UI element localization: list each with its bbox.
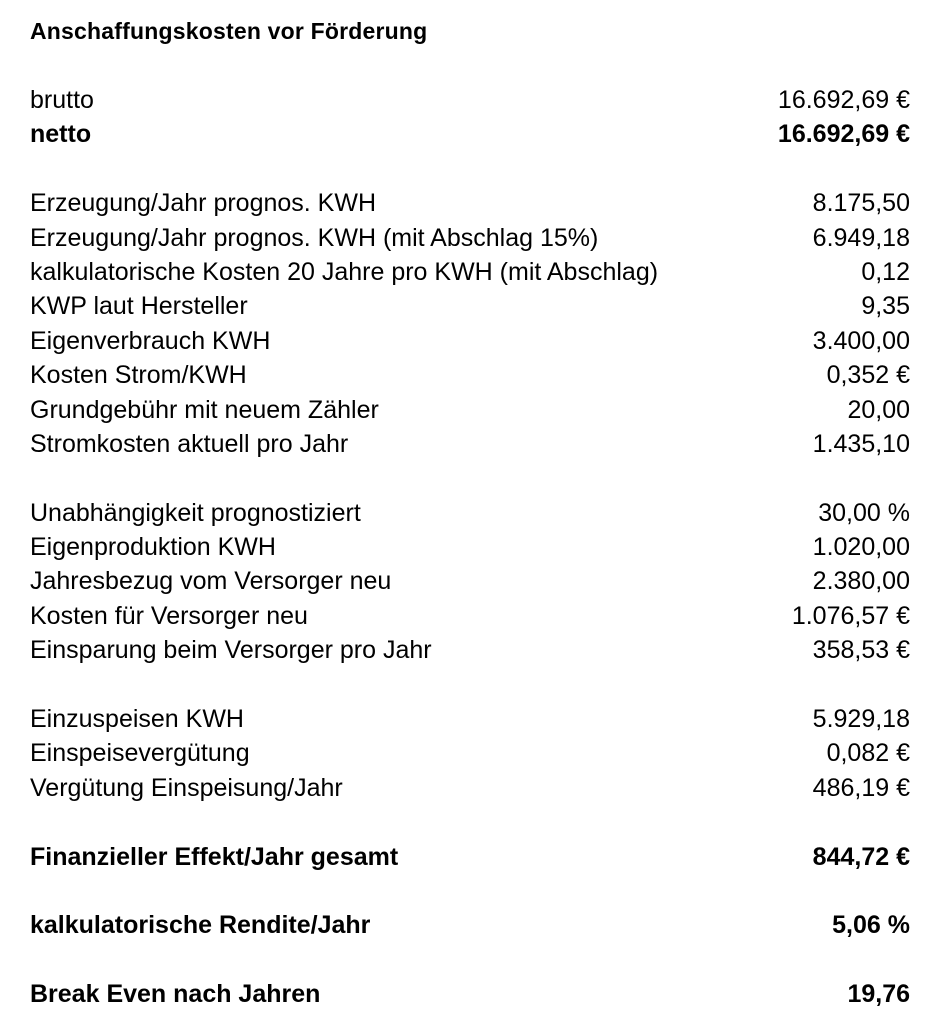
row-label: Einspeisevergütung — [30, 739, 250, 768]
row-value: 1.076,57 € — [791, 601, 910, 630]
row-label: Einzuspeisen KWH — [30, 705, 244, 734]
table-row — [30, 427, 910, 461]
row-label: Grundgebühr mit neuem Zähler — [30, 395, 379, 424]
row-value: 844,72 € — [812, 842, 910, 871]
row-label: brutto — [30, 86, 94, 114]
section-spacer — [30, 874, 910, 908]
table-row — [30, 221, 910, 255]
row-value: 3.400,00 — [812, 326, 910, 355]
table-row — [30, 83, 910, 117]
section-spacer — [30, 152, 910, 186]
row-label: Erzeugung/Jahr prognos. KWH (mit Abschlag 15%) — [30, 223, 599, 252]
row-label: kalkulatorische Rendite/Jahr — [30, 911, 371, 940]
row-label: KWP laut Hersteller — [30, 292, 248, 321]
row-label: Break Even nach Jahren — [30, 980, 321, 1009]
table-row — [30, 599, 910, 633]
row-value: 9,35 — [861, 292, 910, 321]
row-value: 5,06 % — [832, 911, 910, 940]
title-spacer — [30, 45, 910, 83]
section-spacer — [30, 461, 910, 495]
row-label: kalkulatorische Kosten 20 Jahre pro KWH (mit Abschlag) — [30, 257, 659, 286]
table-row — [30, 186, 910, 220]
row-value: 0,082 € — [826, 739, 910, 768]
row-value: 486,19 € — [812, 773, 910, 802]
row-label: Einsparung beim Versorger pro Jahr — [30, 636, 432, 665]
section-spacer — [30, 943, 910, 977]
row-value: 0,352 € — [826, 361, 910, 390]
row-value: 19,76 — [847, 980, 910, 1009]
table-row — [30, 736, 910, 770]
table-row — [30, 324, 910, 358]
section-spacer — [30, 668, 910, 702]
table-row — [30, 496, 910, 530]
row-value: 5.929,18 — [812, 705, 910, 734]
page-title: Anschaffungskosten vor Förderung — [30, 18, 428, 44]
table-row — [30, 633, 910, 667]
row-label: Finanzieller Effekt/Jahr gesamt — [30, 842, 399, 871]
table-row — [30, 564, 910, 598]
row-value: 8.175,50 — [812, 189, 910, 218]
row-label: Eigenproduktion KWH — [30, 533, 276, 562]
row-label: Stromkosten aktuell pro Jahr — [30, 429, 349, 458]
row-label: netto — [30, 120, 92, 149]
table-row — [30, 530, 910, 564]
row-label: Unabhängigkeit prognostiziert — [30, 498, 361, 527]
row-value: 20,00 — [847, 395, 910, 424]
row-value: 30,00 % — [818, 498, 910, 527]
row-value: 358,53 € — [812, 636, 910, 665]
table-row — [30, 393, 910, 427]
table-row — [30, 908, 910, 942]
row-label: Vergütung Einspeisung/Jahr — [30, 773, 343, 802]
table-row — [30, 702, 910, 736]
table-row — [30, 358, 910, 392]
row-value: 16.692,69 € — [777, 120, 910, 149]
row-value: 6.949,18 — [812, 223, 910, 252]
table-row — [30, 840, 910, 874]
row-value: 16.692,69 € — [777, 86, 910, 114]
row-value: 1.435,10 — [812, 429, 910, 458]
row-label: Kosten Strom/KWH — [30, 361, 247, 390]
row-label: Erzeugung/Jahr prognos. KWH — [30, 189, 377, 218]
row-label: Jahresbezug vom Versorger neu — [30, 567, 392, 596]
row-value: 2.380,00 — [812, 567, 910, 596]
row-value: 0,12 — [861, 257, 910, 286]
section-spacer — [30, 805, 910, 839]
table-row — [30, 977, 910, 1011]
table-row — [30, 117, 910, 151]
row-label: Eigenverbrauch KWH — [30, 326, 271, 355]
table-row — [30, 255, 910, 289]
rows-container — [30, 83, 910, 1012]
table-row — [30, 771, 910, 805]
row-value: 1.020,00 — [812, 533, 910, 562]
row-label: Kosten für Versorger neu — [30, 601, 308, 630]
table-row — [30, 289, 910, 323]
